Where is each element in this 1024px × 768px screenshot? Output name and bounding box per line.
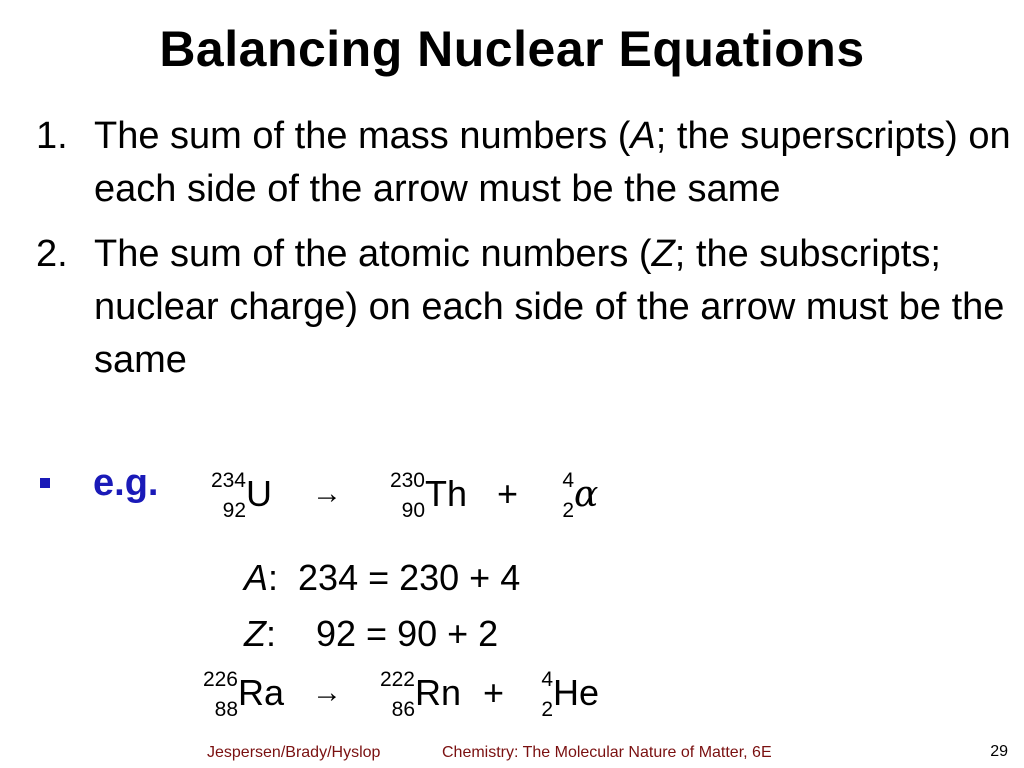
rule-number: 1. <box>36 115 68 157</box>
mass-number: 226 <box>202 668 238 691</box>
reaction-arrow-icon: → <box>312 477 342 510</box>
atomic-number: 2 <box>541 698 553 721</box>
charge-balance-text: : 92 = 90 + 2 <box>266 613 499 654</box>
rule-item-2 <box>36 228 1011 387</box>
footer-authors: Jespersen/Brady/Hyslop <box>207 744 381 761</box>
square-bullet-icon <box>40 478 50 488</box>
alpha-symbol: α <box>574 474 599 515</box>
rule-item-1 <box>36 110 1011 216</box>
atomic-number: 90 <box>401 499 425 522</box>
nuclide-alpha <box>562 469 599 522</box>
mass-number: 222 <box>379 668 415 691</box>
mass-number-variable: A <box>630 115 656 157</box>
plus-sign: + <box>497 473 519 514</box>
mass-number: 234 <box>210 469 246 492</box>
charge-balance-line <box>244 612 498 656</box>
mass-number: 4 <box>541 668 553 691</box>
charge-variable: Z <box>244 613 266 654</box>
mass-number: 230 <box>389 469 425 492</box>
element-symbol: He <box>553 672 600 713</box>
atomic-number: 86 <box>391 698 415 721</box>
element-symbol: Rn <box>415 672 462 713</box>
mass-balance-text: : 234 = 230 + 4 <box>268 557 521 598</box>
example-label: e.g. <box>93 462 159 504</box>
rules-list <box>36 110 1011 387</box>
mass-number: 4 <box>562 469 574 492</box>
nuclide-uranium <box>210 469 272 522</box>
atomic-number: 2 <box>562 499 574 522</box>
rule-text-end: ; the subscripts; nuclear charge) on each side of the arrow must be the same <box>94 233 1005 381</box>
atomic-number: 88 <box>214 698 238 721</box>
mass-balance-line <box>244 556 520 600</box>
reaction-arrow-icon: → <box>312 676 342 709</box>
nuclide-radon <box>379 668 462 721</box>
atomic-number-variable: Z <box>651 233 675 275</box>
rule-text-start: The sum of the atomic numbers ( <box>94 233 652 275</box>
rule-text-start: The sum of the mass numbers ( <box>94 115 631 157</box>
element-symbol: Th <box>425 473 468 514</box>
nuclide-helium <box>541 668 600 721</box>
nuclide-radium <box>202 668 285 721</box>
element-symbol: Ra <box>238 672 285 713</box>
mass-variable: A <box>244 557 269 598</box>
page-number: 29 <box>990 743 1008 760</box>
footer-book-title: Chemistry: The Molecular Nature of Matter, 6E <box>442 744 772 761</box>
atomic-number: 92 <box>222 499 246 522</box>
element-symbol: U <box>246 473 272 514</box>
rule-text-end: ; the superscripts) on each side of the arrow must be the same <box>94 115 1011 210</box>
rule-number: 2. <box>36 233 68 275</box>
nuclide-thorium <box>389 469 468 522</box>
plus-sign: + <box>483 672 505 713</box>
slide-title: Balancing Nuclear Equations <box>159 21 865 77</box>
